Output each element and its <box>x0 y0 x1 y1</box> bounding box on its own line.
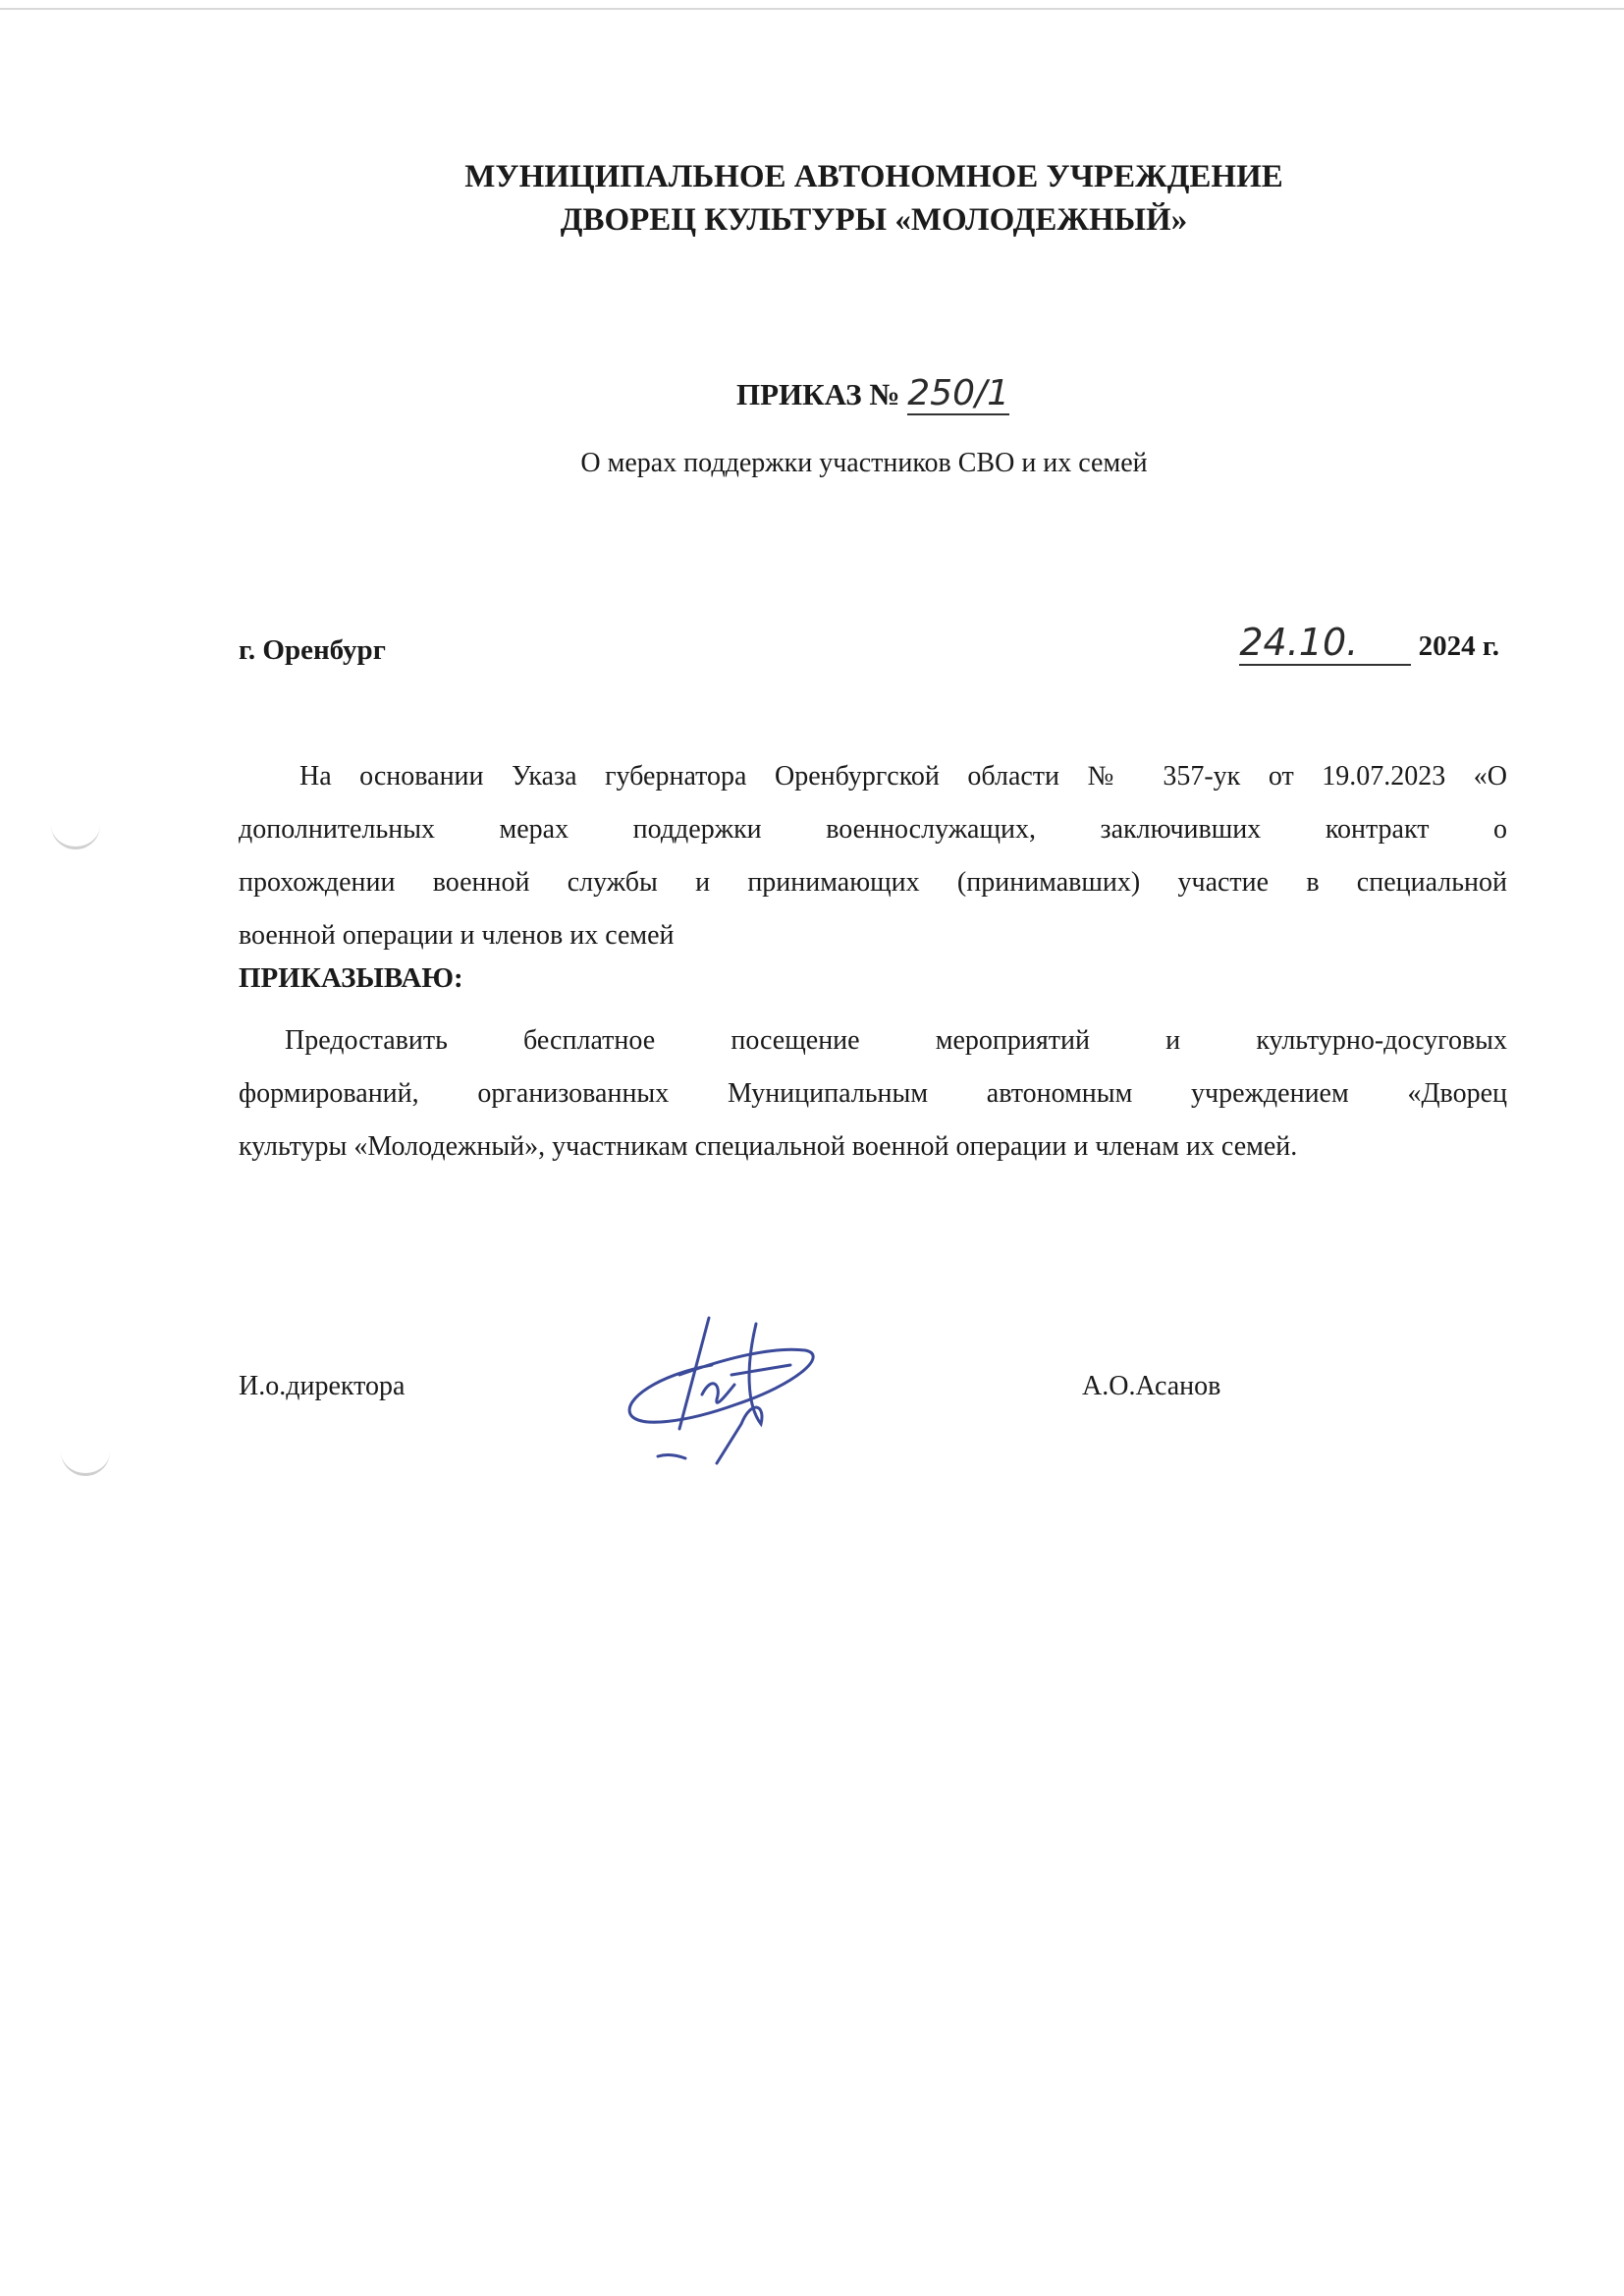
order-label: ПРИКАЗ № <box>736 377 900 411</box>
directive-line: Предоставить бесплатное посещение мероприятий и культурно-досуговых <box>285 1025 1507 1056</box>
order-date <box>1239 621 1499 666</box>
directive-line: формирований, организованных Муниципальным автономным учреждением «Дворец <box>239 1078 1507 1109</box>
preamble-line: На основании Указа губернатора Оренбургской области № 357-ук от 19.07.2023 «О <box>299 761 1507 792</box>
punch-hole-mark <box>51 825 100 849</box>
preamble-line: дополнительных мерах поддержки военнослужащих, заключивших контракт о <box>239 814 1507 845</box>
date-handwritten: 24.10. <box>1239 621 1411 666</box>
preamble-line: военной операции и членов их семей <box>239 920 675 951</box>
preamble-line: прохождении военной службы и принимающих (принимавших) участие в специальной <box>239 867 1507 898</box>
place: г. Оренбург <box>239 634 386 666</box>
org-name-line2: ДВОРЕЦ КУЛЬТУРЫ «МОЛОДЕЖНЫЙ» <box>560 202 1188 238</box>
org-name-line1: МУНИЦИПАЛЬНОЕ АВТОНОМНОЕ УЧРЕЖДЕНИЕ <box>464 159 1283 194</box>
order-title <box>736 373 1009 415</box>
handwritten-signature <box>619 1306 835 1473</box>
date-year: 2024 г. <box>1418 630 1499 662</box>
signatory-position: И.о.директора <box>239 1371 406 1401</box>
directive-line: культуры «Молодежный», участникам специальной военной операции и членам их семей. <box>239 1131 1298 1162</box>
signatory-name: А.О.Асанов <box>1082 1371 1221 1401</box>
punch-hole-mark <box>61 1451 110 1476</box>
order-word: ПРИКАЗЫВАЮ: <box>239 962 463 994</box>
scan-edge <box>0 8 1624 10</box>
order-number: 250/1 <box>907 373 1010 413</box>
order-subject: О мерах поддержки участников СВО и их семей <box>580 448 1148 478</box>
